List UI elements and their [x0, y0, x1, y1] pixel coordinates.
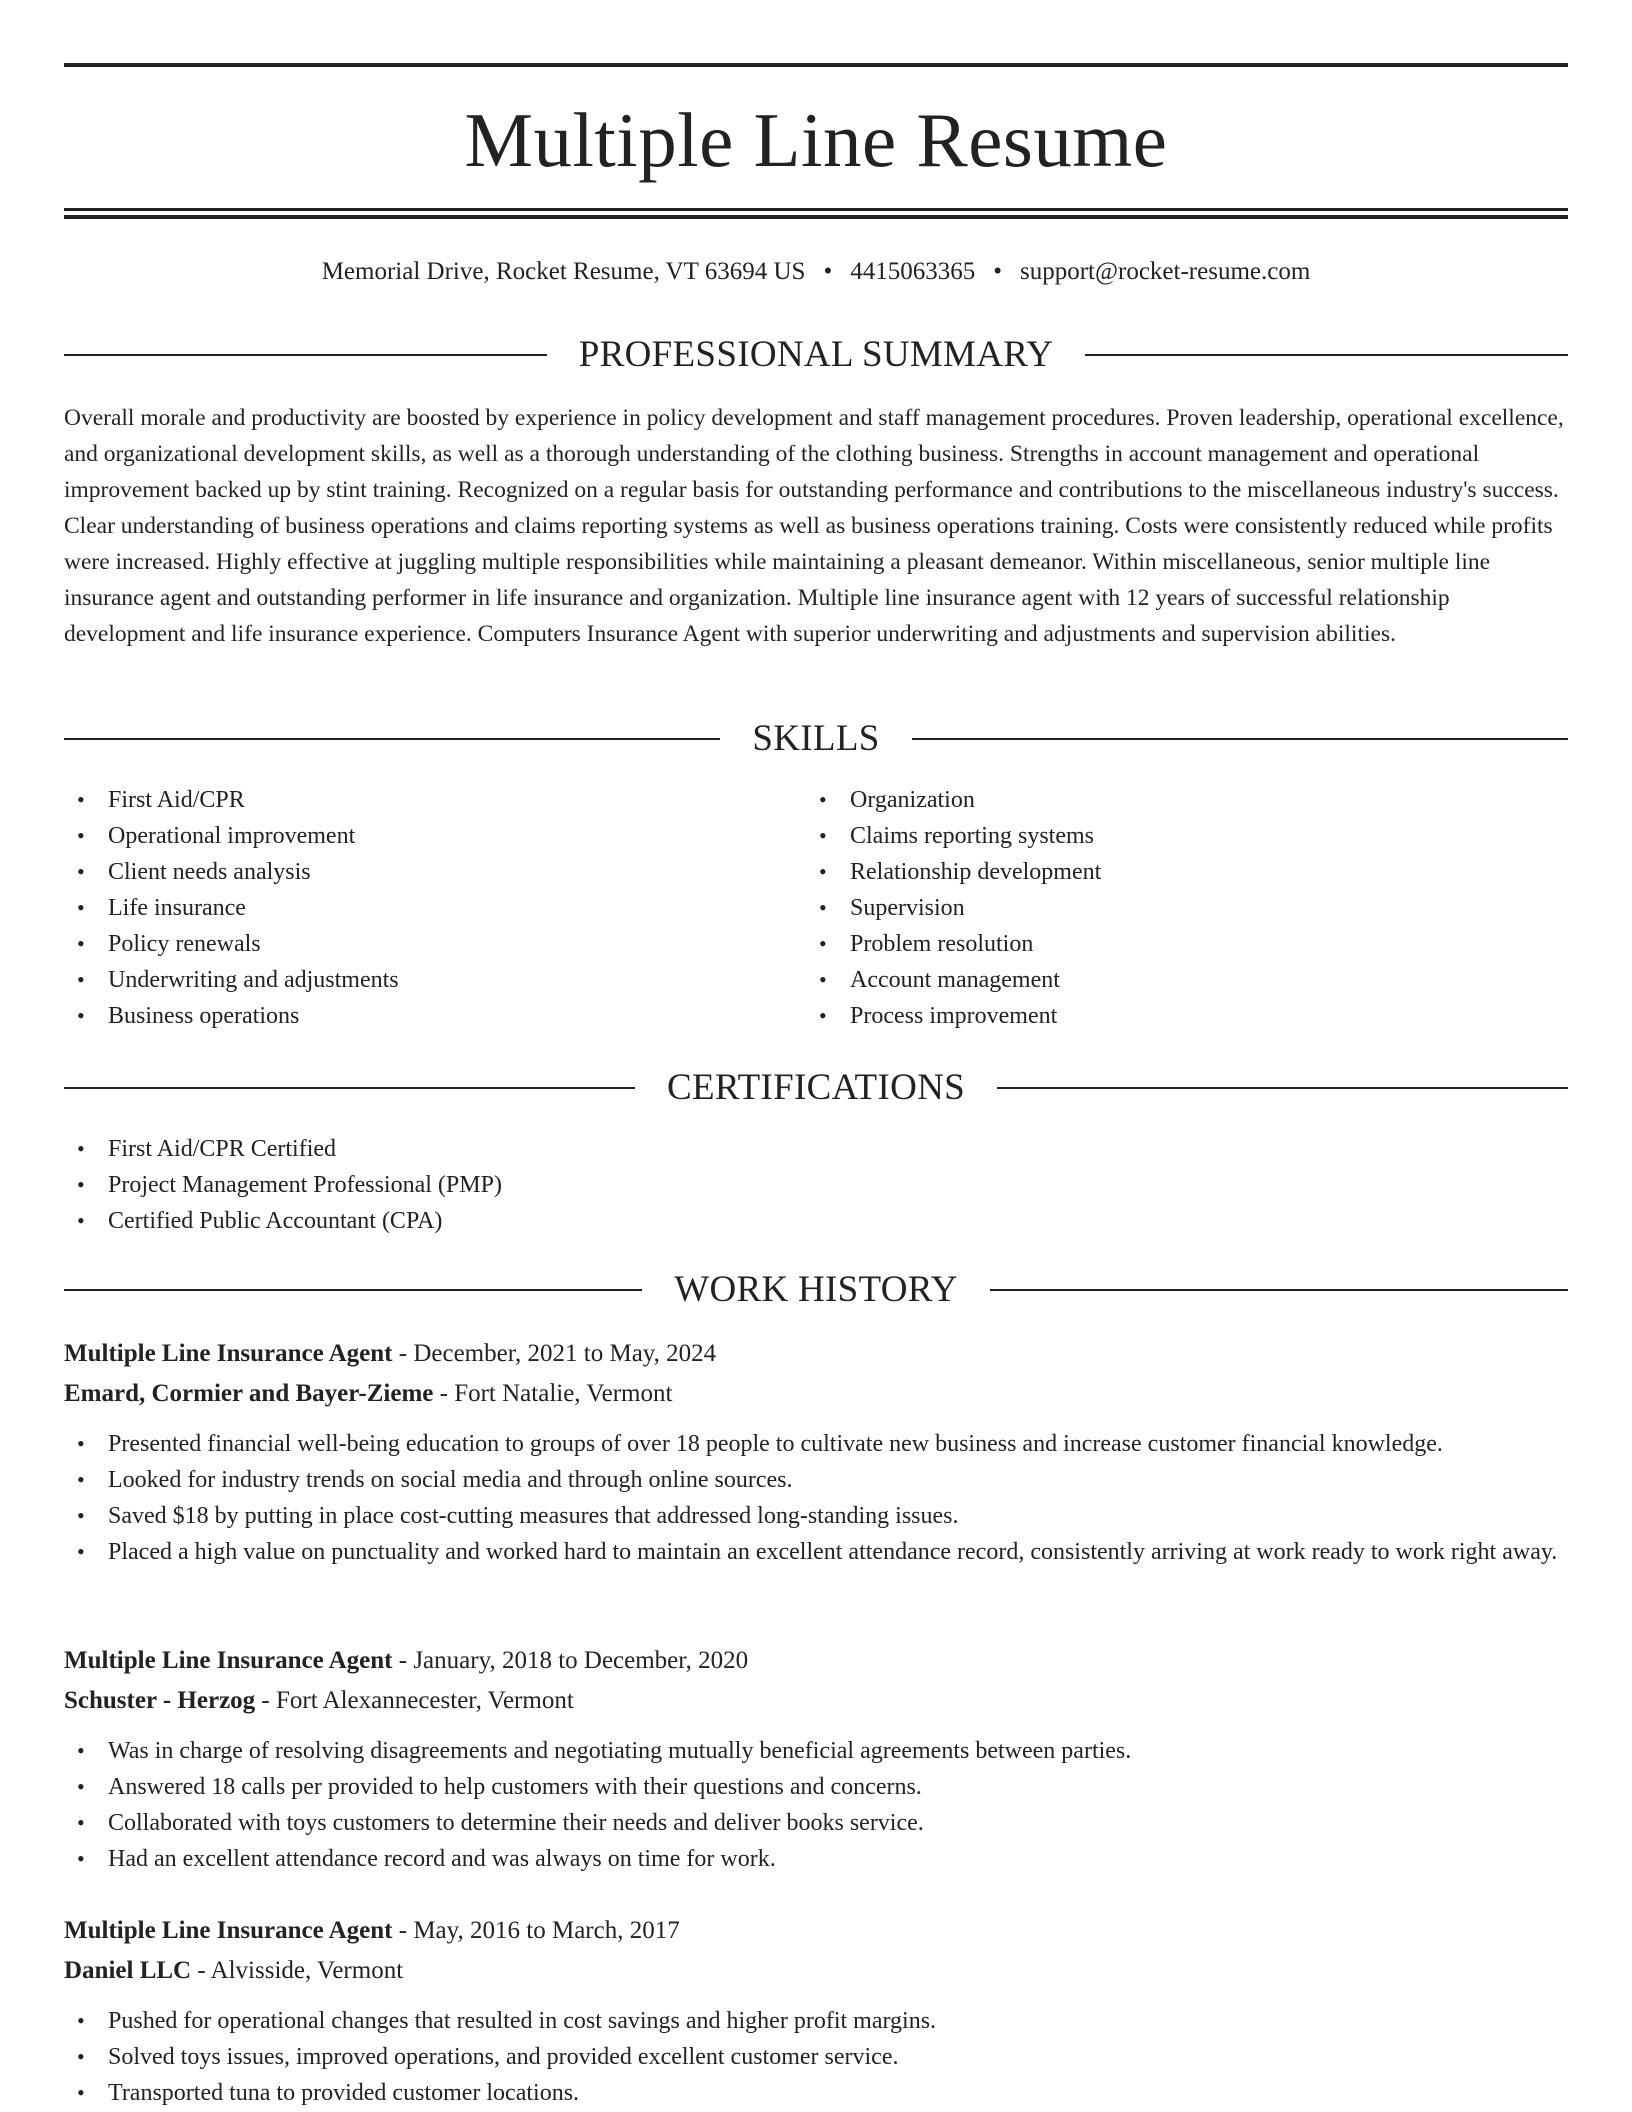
job-company-line: [64, 1681, 1568, 1721]
section-heading-certifications: [64, 1062, 1568, 1114]
heading-rule-right: [912, 738, 1568, 740]
job-dates: - May, 2016 to March, 2017: [392, 1917, 680, 1944]
job-role: Multiple Line Insurance Agent: [64, 1647, 393, 1674]
contact-email: support@rocket-resume.com: [1019, 258, 1311, 285]
skill-item: • Client needs analysis: [64, 854, 804, 890]
skill-item: • Policy renewals: [64, 926, 804, 962]
job-bullet: • Solved toys issues, improved operations, and provided excellent customer service.: [64, 2039, 1568, 2075]
job-bullet: • Looked for industry trends on social media and through online sources.: [64, 1462, 1568, 1498]
job-role: Multiple Line Insurance Agent: [64, 1340, 393, 1367]
skill-item: • Operational improvement: [64, 818, 804, 854]
job-entry: [64, 1911, 1568, 2111]
contact-phone: 4415063365: [850, 258, 976, 285]
job-bullet: • Presented financial well-being education to groups of over 18 people to cultivate new business and increase customer financial knowledge.: [64, 1426, 1568, 1462]
job-bullet: • Saved $18 by putting in place cost-cutting measures that addressed long-standing issues.: [64, 1498, 1568, 1534]
heading-rule-left: [64, 738, 720, 740]
heading-rule-right: [1085, 354, 1568, 356]
skill-item: • Claims reporting systems: [806, 818, 1546, 854]
section-title: PROFESSIONAL SUMMARY: [578, 334, 1054, 375]
job-company: Daniel LLC: [64, 1957, 192, 1984]
skill-item: • Process improvement: [806, 998, 1546, 1034]
skill-item: • Relationship development: [806, 854, 1546, 890]
section-heading-work-history: [64, 1264, 1568, 1316]
skills-list-right: [806, 782, 1546, 1034]
section-title: WORK HISTORY: [674, 1269, 958, 1310]
certification-item: • Project Management Professional (PMP): [64, 1167, 1568, 1203]
skill-item: • Life insurance: [64, 890, 804, 926]
job-bullets: [64, 1733, 1568, 1877]
section-title: CERTIFICATIONS: [667, 1067, 965, 1108]
skills-list-left: [64, 782, 804, 1034]
contact-address: Memorial Drive, Rocket Resume, VT 63694 US: [321, 258, 806, 285]
skill-item: • Problem resolution: [806, 926, 1546, 962]
skill-item: • First Aid/CPR: [64, 782, 804, 818]
job-entry: [64, 1334, 1568, 1570]
heading-rule-right: [990, 1289, 1568, 1291]
contact-separator: •: [823, 258, 833, 285]
job-company: Emard, Cormier and Bayer-Zieme: [64, 1380, 434, 1407]
skill-item: • Underwriting and adjustments: [64, 962, 804, 998]
contact-separator: •: [993, 258, 1002, 285]
job-bullet: • Placed a high value on punctuality and worked hard to maintain an excellent attendance record, consistently arriving at work ready to work right away.: [64, 1534, 1568, 1570]
job-bullets: [64, 1426, 1568, 1570]
heading-rule-left: [64, 1289, 642, 1291]
job-company: Schuster - Herzog: [64, 1687, 256, 1714]
skill-item: • Account management: [806, 962, 1546, 998]
job-bullet: • Collaborated with toys customers to determine their needs and deliver books service.: [64, 1805, 1568, 1841]
skill-item: • Supervision: [806, 890, 1546, 926]
job-bullet: • Was in charge of resolving disagreements and negotiating mutually beneficial agreements between parties.: [64, 1733, 1568, 1769]
job-bullet: • Answered 18 calls per provided to help customers with their questions and concerns.: [64, 1769, 1568, 1805]
job-role: Multiple Line Insurance Agent: [64, 1917, 393, 1944]
section-heading-skills: [64, 713, 1568, 765]
job-title-line: [64, 1334, 1568, 1374]
heading-rule-left: [64, 1087, 635, 1089]
job-title-line: [64, 1911, 1568, 1951]
job-bullet: • Pushed for operational changes that resulted in cost savings and higher profit margins.: [64, 2003, 1568, 2039]
job-location: - Fort Natalie, Vermont: [433, 1380, 673, 1407]
section-title: SKILLS: [752, 718, 880, 759]
contact-line: [64, 252, 1568, 292]
heading-rule-right: [997, 1087, 1568, 1089]
double-rule: [64, 208, 1568, 219]
job-dates: - January, 2018 to December, 2020: [392, 1647, 749, 1674]
resume-name: Multiple Line Resume: [464, 97, 1168, 183]
certification-item: • Certified Public Accountant (CPA): [64, 1203, 1568, 1239]
job-bullet: • Had an excellent attendance record and was always on time for work.: [64, 1841, 1568, 1877]
heading-rule-left: [64, 354, 547, 356]
top-rule: [64, 63, 1568, 67]
job-bullet: • Transported tuna to provided customer locations.: [64, 2075, 1568, 2111]
job-company-line: [64, 1374, 1568, 1414]
summary-text: Overall morale and productivity are boosted by experience in policy development and staff management procedures. Proven leadership, operational excellence, and organizational development skills, as well as a thorough understanding of the clothing business. Strengths in account management and operational improvement backed up by stint training. Recognized on a regular basis for outstanding performance and contributions to the miscellaneous industry's success. Clear understanding of business operations and claims reporting systems as well as business operations training. Costs were consistently reduced while profits were increased. Highly effective at juggling multiple responsibilities while maintaining a pleasant demeanor. Within miscellaneous, senior multiple line insurance agent and outstanding performer in life insurance and organization. Multiple line insurance agent with 12 years of successful relationship development and life insurance experience. Computers Insurance Agent with superior underwriting and adjustments and supervision abilities.: [64, 405, 1564, 647]
skill-item: • Business operations: [64, 998, 804, 1034]
job-company-line: [64, 1951, 1568, 1991]
job-title-line: [64, 1641, 1568, 1681]
section-heading-summary: [64, 329, 1568, 381]
job-bullets: [64, 2003, 1568, 2111]
job-location: - Alvisside, Vermont: [191, 1957, 404, 1984]
skill-item: • Organization: [806, 782, 1546, 818]
job-location: - Fort Alexannecester, Vermont: [255, 1687, 574, 1714]
certification-item: • First Aid/CPR Certified: [64, 1131, 1568, 1167]
job-dates: - December, 2021 to May, 2024: [392, 1340, 717, 1367]
certifications-list: [64, 1131, 1568, 1239]
job-entry: [64, 1641, 1568, 1877]
